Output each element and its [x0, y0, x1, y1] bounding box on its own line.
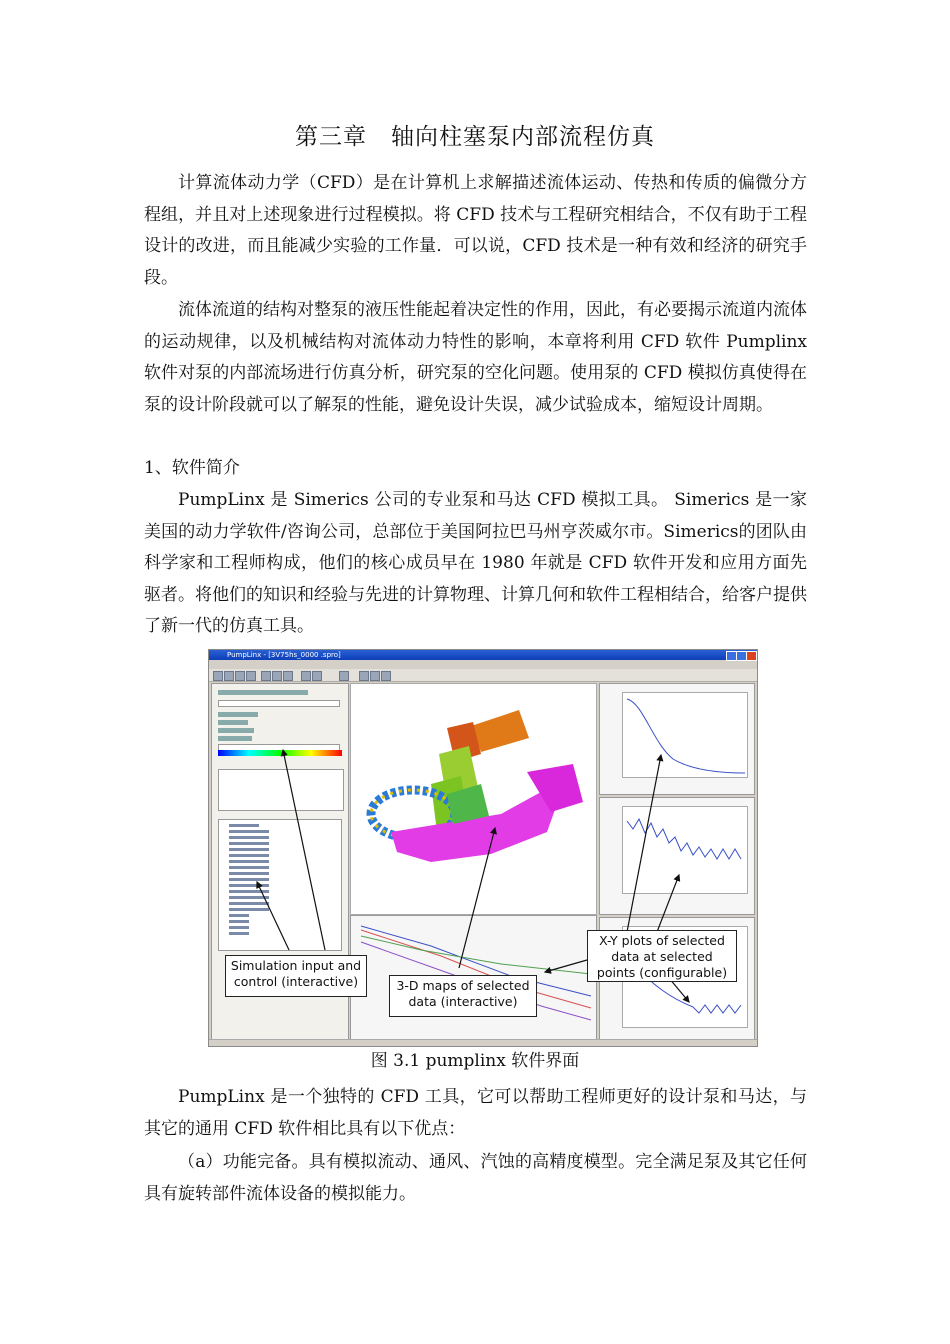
section-heading-software-intro: 1、软件简介 — [144, 458, 240, 478]
paragraph-pumplinx-advantages: PumpLinx 是一个独特的 CFD 工具，它可以帮助工程师更好的设计泵和马达，与其它的通用 CFD 软件相比具有以下优点： — [144, 1087, 807, 1139]
window-title: PumpLinx - [3V75hs_0000 .spro] — [227, 651, 341, 659]
pumplinx-screenshot-figure — [208, 649, 758, 1047]
callout-3d-maps: 3-D maps of selected data (interactive) — [389, 975, 537, 1017]
paragraph-cfd-intro: 计算流体动力学（CFD）是在计算机上求解描述流体运动、传热和传质的偏微分方程组，并且对上述现象进行过程模拟。将 CFD 技术与工程研究相结合，不仅有助于工程设计的改进，而且能减少实验的工作量．可以说，CFD 技术是一种有效和经济的研究手段。 — [144, 173, 807, 288]
paragraph-flow-channel: 流体流道的结构对整泵的液压性能起着决定性的作用，因此，有必要揭示流道内流体的运动规律，以及机械结构对流体动力特性的影响，本章将利用 CFD 软件 Pumplinx 软件对泵的内部流场进行仿真分析，研究泵的空化问题。使用泵的 CFD 模拟仿真使得在泵的设计阶段就可以了解泵的性能，避免设计失误，减少试验成本，缩短设计周期。 — [144, 300, 807, 415]
chapter-title: 第三章 轴向柱塞泵内部流程仿真 — [295, 124, 655, 150]
figure-caption: 图 3.1 pumplinx 软件界面 — [370, 1051, 580, 1071]
callout-xy-plots: X-Y plots of selected data at selected points (configurable) — [587, 930, 737, 982]
callout-simulation-control: Simulation input and control (interactive) — [225, 955, 367, 997]
paragraph-pumplinx-company: PumpLinx 是 Simerics 公司的专业泵和马达 CFD 模拟工具。 Simerics 是一家美国的动力学软件/咨询公司，总部位于美国阿拉巴马州亨茨威尔市。Simerics的团队由科学家和工程师构成，他们的核心成员早在 1980 年就是 CFD 软件开发和应用方面先驱者。将他们的知识和经验与先进的计算物理、计算几何和软件工程相结合，给客户提供了新一代的仿真工具。 — [144, 490, 807, 637]
paragraph-feature-a: （a）功能完备。具有模拟流动、通风、汽蚀的高精度模型。完全满足泵及其它任何具有旋转部件流体设备的模拟能力。 — [144, 1152, 807, 1204]
